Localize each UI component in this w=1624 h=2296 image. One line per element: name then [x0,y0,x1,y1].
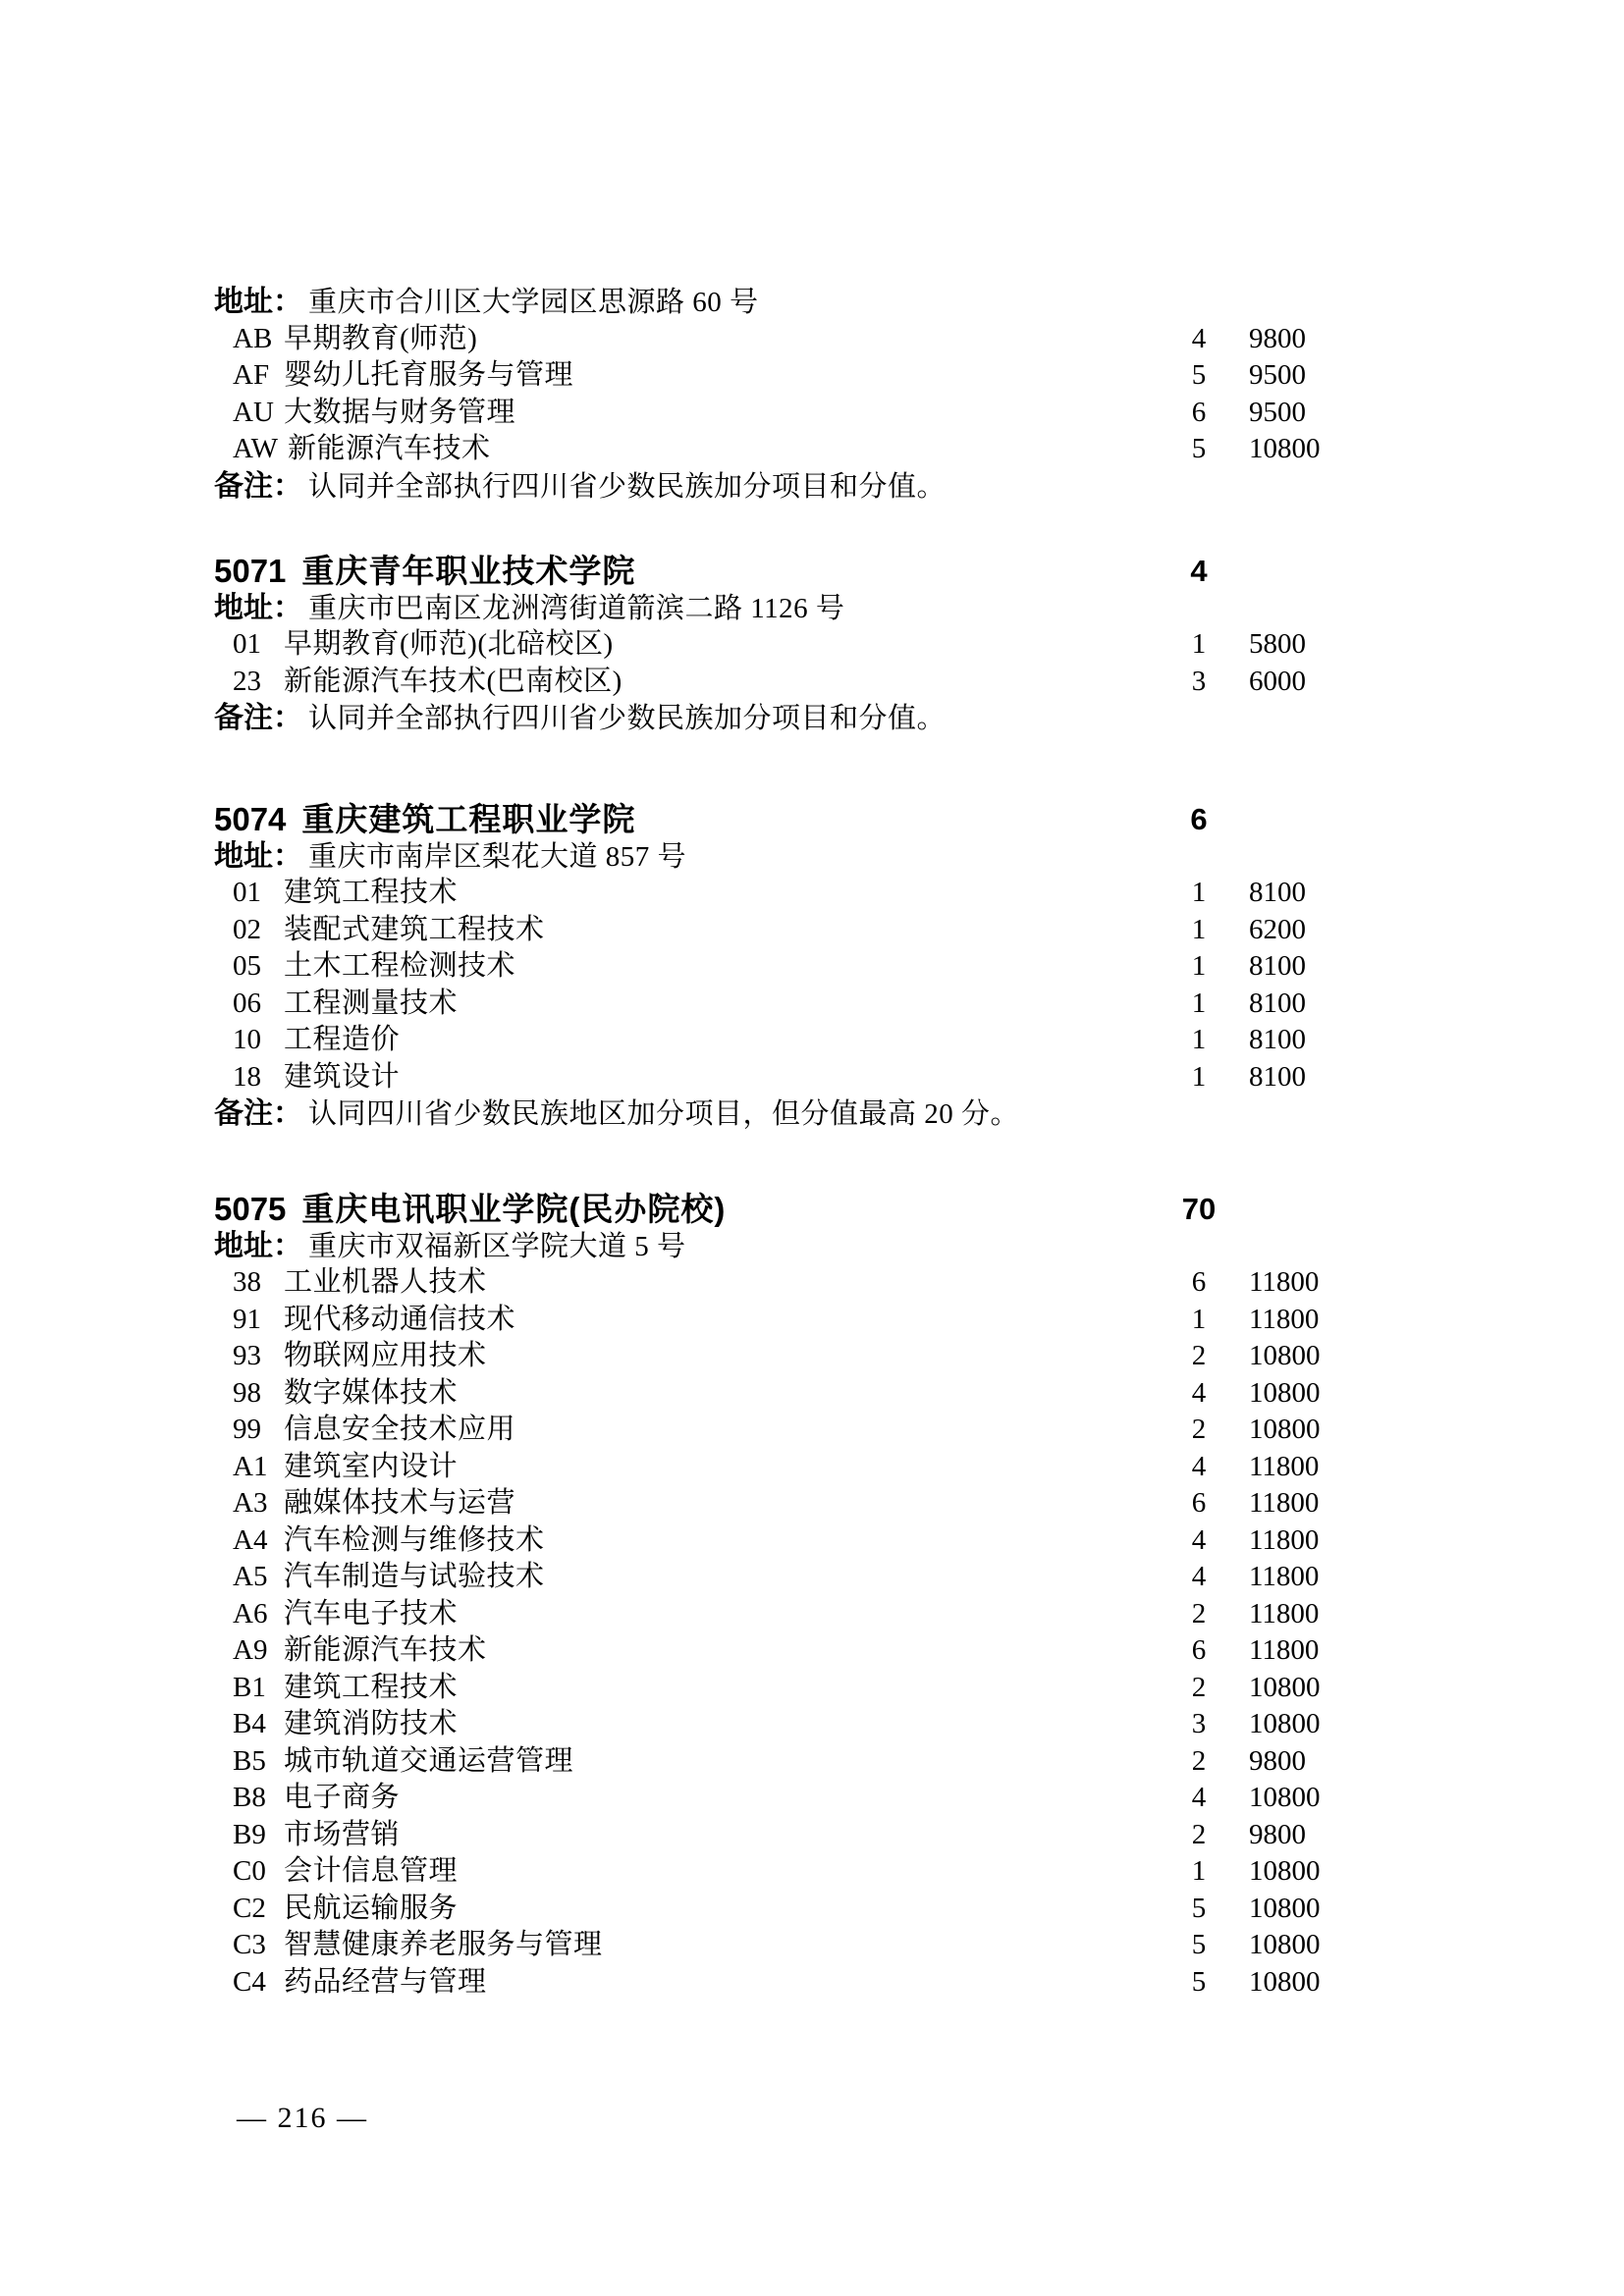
address-label: 地址： [214,1229,302,1262]
note-line [0,468,1624,506]
address-label: 地址： [214,286,302,318]
course-row [0,1264,1624,1302]
course-row [0,1780,1624,1817]
course-count: 4 [1191,1782,1207,1813]
course-count: 3 [1191,665,1207,697]
course-major: 工业机器人技术 [284,1266,487,1298]
note-text: 认同四川省少数民族地区加分项目，但分值最高 20 分。 [308,1098,1020,1130]
course-row [0,1596,1624,1633]
course-code: 93 [233,1340,261,1371]
course-fee: 9800 [1249,322,1306,354]
course-code: A3 [233,1487,268,1519]
course-count: 6 [1191,1634,1207,1666]
course-count: 6 [1191,1487,1207,1519]
course-fee: 10800 [1249,1376,1321,1409]
course-count: 4 [1191,1376,1207,1409]
course-code: 38 [233,1266,261,1298]
course-code: C2 [233,1892,266,1924]
course-row [0,1485,1624,1522]
course-fee: 8100 [1249,1024,1306,1055]
course-fee: 11800 [1249,1523,1320,1556]
course-fee: 11800 [1249,1266,1320,1298]
course-count: 1 [1191,1060,1207,1093]
course-count: 6 [1191,1266,1207,1298]
course-code: AB [233,322,273,354]
course-code: 99 [233,1414,261,1445]
school-section-5075 [0,1191,1624,2001]
course-code: B9 [233,1818,266,1850]
course-major: 现代移动通信技术 [284,1303,516,1335]
course-row [0,1853,1624,1891]
school-header [0,1191,1624,1228]
course-count: 5 [1191,1965,1207,1998]
note-text: 认同并全部执行四川省少数民族加分项目和分值。 [308,703,947,734]
course-code: A6 [233,1597,268,1629]
school-code: 5075 [214,1191,287,1227]
school-section-5074 [0,801,1624,1133]
note-label: 备注： [214,1097,302,1130]
course-count: 5 [1191,1892,1207,1924]
course-major: 新能源汽车技术(巴南校区) [284,665,623,697]
course-code: A1 [233,1450,268,1482]
course-row [0,1891,1624,1928]
note-line [0,1095,1624,1133]
course-fee: 10800 [1249,1855,1321,1887]
course-row [0,1522,1624,1560]
note-line [0,700,1624,737]
school-code: 5074 [214,801,287,837]
course-row [0,1059,1624,1096]
school-name: 重庆建筑工程职业学院 [301,801,636,837]
address-text: 重庆市南岸区梨花大道 857 号 [308,840,687,873]
course-count: 4 [1191,1523,1207,1556]
course-major: 土木工程检测技术 [284,950,516,982]
course-major: 工程造价 [284,1024,401,1055]
course-code: 02 [233,913,261,945]
address-line [0,284,1624,321]
school-name: 重庆电讯职业学院(民办院校) [301,1191,727,1227]
course-row [0,875,1624,912]
course-major: 城市轨道交通运营管理 [284,1744,574,1777]
course-code: A5 [233,1561,268,1592]
course-code: B1 [233,1671,266,1703]
course-code: C0 [233,1855,266,1887]
course-count: 5 [1191,1929,1207,1960]
course-major: 大数据与财务管理 [284,396,516,428]
course-major: 新能源汽车技术 [288,433,491,464]
course-count: 1 [1191,628,1207,660]
course-fee: 10800 [1249,1340,1321,1371]
school-total-count: 70 [1181,1192,1217,1226]
note-label: 备注： [214,469,302,503]
course-fee: 10800 [1249,1965,1321,1998]
course-row [0,1302,1624,1339]
course-row [0,1743,1624,1781]
school-name: 重庆青年职业技术学院 [301,553,636,589]
course-code: AF [233,359,270,391]
course-row [0,664,1624,701]
course-count: 1 [1191,950,1207,982]
course-count: 5 [1191,359,1207,391]
course-row [0,1375,1624,1413]
course-major: 会计信息管理 [284,1855,459,1887]
course-row [0,626,1624,664]
course-count: 1 [1191,1855,1207,1887]
course-major: 建筑消防技术 [284,1708,459,1739]
course-count: 4 [1191,1561,1207,1592]
course-row [0,431,1624,468]
school-header [0,553,1624,590]
course-fee: 11800 [1249,1303,1320,1335]
course-major: 物联网应用技术 [284,1340,487,1371]
course-fee: 10800 [1249,1782,1321,1813]
school-code: 5071 [214,553,287,589]
course-fee: 10800 [1249,1929,1321,1960]
course-row [0,321,1624,358]
course-code: C4 [233,1965,266,1998]
address-label: 地址： [214,839,302,873]
course-row [0,1559,1624,1596]
course-row [0,1670,1624,1707]
course-fee: 11800 [1249,1487,1320,1519]
course-fee: 11800 [1249,1450,1320,1482]
course-code: B5 [233,1744,266,1777]
course-code: AW [233,433,278,464]
course-row [0,395,1624,432]
course-row [0,1449,1624,1486]
course-count: 3 [1191,1708,1207,1739]
course-major: 市场营销 [284,1818,401,1850]
course-count: 1 [1191,913,1207,945]
page-number: — 216 — [237,2102,368,2134]
course-major: 新能源汽车技术 [284,1634,487,1666]
course-count: 6 [1191,396,1207,428]
school-total-count: 4 [1190,554,1208,588]
course-code: AU [233,396,274,428]
address-line [0,590,1624,627]
course-row [0,1338,1624,1375]
course-code: 91 [233,1303,261,1335]
course-fee: 9500 [1249,396,1306,428]
course-fee: 10800 [1249,1414,1321,1445]
course-fee: 9500 [1249,359,1306,391]
course-code: B4 [233,1708,266,1739]
course-fee: 8100 [1249,950,1306,982]
course-fee: 11800 [1249,1634,1320,1666]
course-major: 融媒体技术与运营 [284,1487,516,1519]
course-code: 98 [233,1376,261,1409]
course-major: 信息安全技术应用 [284,1414,516,1445]
course-count: 1 [1191,987,1207,1019]
course-major: 汽车制造与试验技术 [284,1561,545,1592]
course-fee: 10800 [1249,1708,1321,1739]
course-fee: 10800 [1249,1892,1321,1924]
address-label: 地址： [214,591,302,624]
course-fee: 6000 [1249,665,1306,697]
note-label: 备注： [214,702,302,734]
course-code: 23 [233,665,261,697]
course-fee: 10800 [1249,433,1321,464]
course-count: 1 [1191,1303,1207,1335]
course-fee: 8100 [1249,987,1306,1019]
address-text: 重庆市双福新区学院大道 5 号 [308,1230,686,1262]
course-major: 建筑工程技术 [284,877,459,908]
course-major: 建筑设计 [284,1060,401,1093]
course-count: 2 [1191,1744,1207,1777]
course-count: 4 [1191,1450,1207,1482]
course-code: 06 [233,987,261,1019]
course-code: C3 [233,1929,266,1960]
course-row [0,986,1624,1023]
course-row [0,1706,1624,1743]
course-major: 早期教育(师范) [284,322,478,354]
course-fee: 8100 [1249,877,1306,908]
course-count: 4 [1191,322,1207,354]
course-count: 5 [1191,433,1207,464]
course-fee: 6200 [1249,913,1306,945]
course-major: 电子商务 [284,1782,401,1813]
course-major: 婴幼儿托育服务与管理 [284,359,574,391]
school-section-5071 [0,553,1624,737]
course-major: 建筑室内设计 [284,1450,459,1482]
course-row [0,1022,1624,1059]
address-line [0,1228,1624,1265]
course-count: 2 [1191,1597,1207,1629]
course-row [0,1412,1624,1449]
course-count: 2 [1191,1340,1207,1371]
course-major: 汽车电子技术 [284,1597,459,1629]
course-major: 汽车检测与维修技术 [284,1523,545,1556]
school-section-continued [0,284,1624,505]
course-major: 智慧健康养老服务与管理 [284,1929,603,1960]
address-text: 重庆市巴南区龙洲湾街道箭滨二路 1126 号 [308,592,845,624]
course-fee: 9800 [1249,1818,1306,1850]
course-fee: 5800 [1249,628,1306,660]
course-fee: 8100 [1249,1060,1306,1093]
course-row [0,1632,1624,1670]
course-code: 01 [233,628,261,660]
course-row [0,357,1624,395]
course-major: 工程测量技术 [284,987,459,1019]
course-code: A9 [233,1634,268,1666]
course-count: 2 [1191,1671,1207,1703]
course-row [0,1817,1624,1854]
address-line [0,838,1624,876]
course-major: 早期教育(师范)(北碚校区) [284,628,614,660]
course-major: 数字媒体技术 [284,1376,459,1409]
course-count: 1 [1191,877,1207,908]
course-fee: 11800 [1249,1561,1320,1592]
course-code: 01 [233,877,261,908]
course-row [0,912,1624,949]
note-text: 认同并全部执行四川省少数民族加分项目和分值。 [308,470,947,503]
course-row [0,948,1624,986]
school-total-count: 6 [1190,802,1208,836]
course-row [0,1927,1624,1964]
course-fee: 10800 [1249,1671,1321,1703]
course-major: 建筑工程技术 [284,1671,459,1703]
course-count: 2 [1191,1414,1207,1445]
course-code: 10 [233,1024,261,1055]
address-text: 重庆市合川区大学园区思源路 60 号 [308,287,759,318]
course-fee: 11800 [1249,1597,1320,1629]
course-count: 1 [1191,1024,1207,1055]
course-major: 民航运输服务 [284,1892,459,1924]
course-code: 18 [233,1060,261,1093]
course-major: 装配式建筑工程技术 [284,913,545,945]
school-header [0,801,1624,838]
course-code: 05 [233,950,261,982]
course-count: 2 [1191,1818,1207,1850]
course-major: 药品经营与管理 [284,1965,487,1998]
course-code: A4 [233,1523,268,1556]
course-row [0,1964,1624,2002]
course-code: B8 [233,1782,266,1813]
course-fee: 9800 [1249,1744,1306,1777]
